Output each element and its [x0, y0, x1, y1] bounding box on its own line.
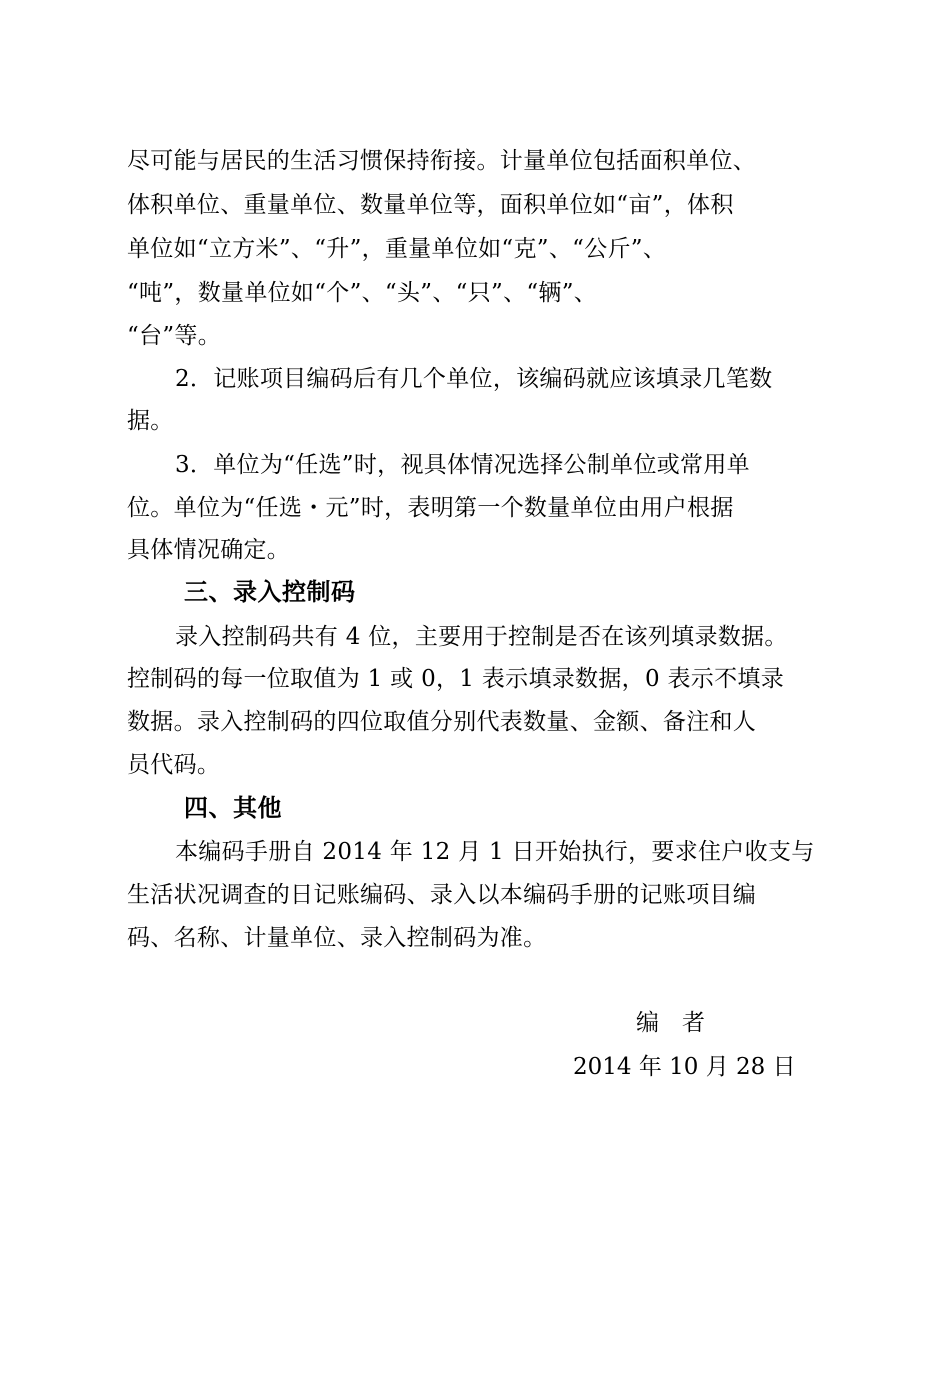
- text-line: 数据。录入控制码的四位取值分别代表数量、金额、备注和人: [127, 709, 757, 735]
- signature-date: 2014 年 10 月 28 日: [573, 1054, 796, 1080]
- signature-author: 编 者: [636, 1010, 705, 1036]
- text-line: 体积单位、重量单位、数量单位等，面积单位如“亩”，体积: [127, 192, 734, 218]
- text-line: 控制码的每一位取值为 1 或 0，1 表示填录数据，0 表示不填录: [127, 666, 784, 692]
- text-line: 码、名称、计量单位、录入控制码为准。: [127, 925, 547, 951]
- text-line: 据。: [127, 408, 174, 434]
- text-line: 员代码。: [127, 752, 221, 778]
- text-line: 本编码手册自 2014 年 12 月 1 日开始执行，要求住户收支与: [175, 839, 815, 865]
- text-line: 尽可能与居民的生活习惯保持衔接。计量单位包括面积单位、: [127, 148, 757, 174]
- section-three-heading: 三、录入控制码: [184, 578, 356, 606]
- text-line: 具体情况确定。: [127, 537, 291, 563]
- text-line: “台”等。: [127, 323, 222, 349]
- text-line: 位。单位为“任选・元”时，表明第一个数量单位由用户根据: [127, 495, 734, 521]
- text-line: 生活状况调查的日记账编码、录入以本编码手册的记账项目编: [127, 882, 757, 908]
- section-four-heading: 四、其他: [184, 794, 282, 822]
- text-line: 录入控制码共有 4 位，主要用于控制是否在该列填录数据。: [175, 624, 788, 650]
- text-line: 单位如“立方米”、“升”，重量单位如“克”、“公斤”、: [127, 236, 667, 262]
- text-line: “吨”，数量单位如“个”、“头”、“只”、“辆”、: [127, 280, 598, 306]
- text-line: 3．单位为“任选”时，视具体情况选择公制单位或常用单: [175, 452, 750, 478]
- text-line: 2．记账项目编码后有几个单位，该编码就应该填录几笔数: [175, 366, 773, 392]
